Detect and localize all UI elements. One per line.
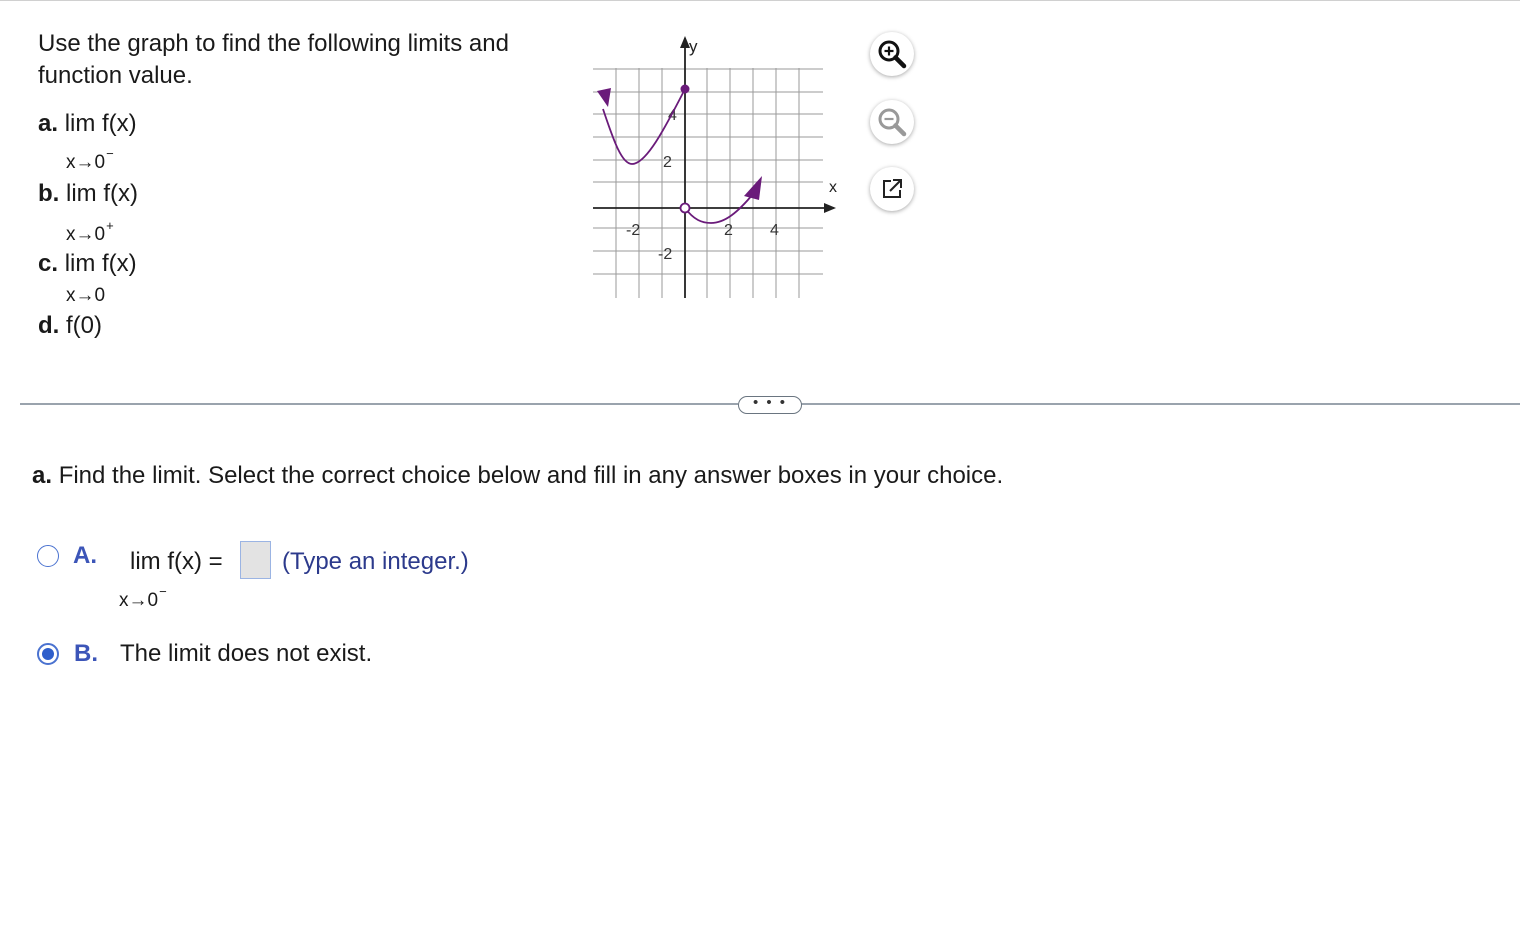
part-b-expr: lim f(x) bbox=[66, 180, 138, 207]
closed-point bbox=[681, 85, 690, 94]
popout-icon bbox=[879, 176, 905, 202]
part-c bbox=[38, 250, 137, 278]
choice-a-subscript bbox=[119, 584, 167, 612]
x-tick-label: -2 bbox=[626, 222, 641, 239]
part-b-subscript bbox=[66, 218, 114, 246]
section-divider bbox=[20, 403, 738, 405]
part-b-sub-text: x→0 bbox=[66, 224, 106, 245]
part-c-sub-text: x→0 bbox=[66, 285, 106, 306]
choice-a-expression: lim f(x) = bbox=[130, 548, 223, 575]
question-text: Find the limit. Select the correct choice below and fill in any answer boxes in your choice. bbox=[58, 462, 1004, 489]
more-button[interactable]: • • • bbox=[738, 396, 802, 414]
choice-a-letter: A. bbox=[73, 542, 97, 569]
graph-axes bbox=[593, 38, 834, 298]
section-divider bbox=[800, 403, 1520, 405]
part-d-letter: d. bbox=[38, 312, 60, 339]
part-a-expr: lim f(x) bbox=[64, 110, 137, 137]
choice-a-sup: − bbox=[159, 584, 167, 599]
part-b bbox=[38, 180, 138, 208]
part-a-sup: − bbox=[106, 146, 114, 161]
problem-intro: Use the graph to find the following limits and function value. bbox=[38, 30, 509, 89]
part-c-subscript bbox=[66, 285, 105, 307]
part-a bbox=[38, 110, 137, 138]
x-tick-label: 2 bbox=[724, 222, 733, 239]
part-a-subscript bbox=[66, 146, 114, 174]
part-b-letter: b. bbox=[38, 180, 60, 207]
zoom-out-icon bbox=[875, 105, 909, 139]
choice-a-hint: (Type an integer.) bbox=[282, 548, 469, 575]
x-tick-label: 4 bbox=[770, 222, 779, 239]
part-d-expr: f(0) bbox=[66, 312, 102, 339]
y-axis-label: y bbox=[689, 37, 698, 56]
zoom-out-button[interactable] bbox=[870, 100, 914, 144]
x-axis-label: x bbox=[829, 179, 837, 196]
zoom-in-button[interactable] bbox=[870, 32, 914, 76]
top-divider bbox=[0, 0, 1520, 1]
y-tick-label: 2 bbox=[663, 154, 672, 171]
y-tick-label: -2 bbox=[658, 246, 673, 263]
part-a-sub-text: x→0 bbox=[66, 152, 106, 173]
popout-button[interactable] bbox=[870, 167, 914, 211]
open-point bbox=[681, 204, 690, 213]
zoom-in-icon bbox=[875, 37, 909, 71]
function-graph bbox=[588, 30, 838, 310]
choice-a-answer-input[interactable] bbox=[240, 541, 271, 579]
choice-a-radio[interactable] bbox=[37, 545, 59, 567]
left-arrowhead bbox=[597, 88, 611, 107]
part-b-sup: + bbox=[106, 218, 114, 233]
part-c-letter: c. bbox=[38, 250, 59, 277]
y-tick-label: 4 bbox=[668, 107, 677, 124]
question-letter: a. bbox=[32, 462, 53, 489]
left-curve bbox=[603, 89, 685, 164]
question-prompt bbox=[32, 462, 1003, 490]
part-c-expr: lim f(x) bbox=[64, 250, 137, 277]
part-d bbox=[38, 312, 102, 340]
choice-b-text: The limit does not exist. bbox=[120, 640, 373, 667]
choice-b-radio[interactable] bbox=[37, 643, 59, 665]
graph-grid bbox=[593, 68, 823, 298]
choice-a-sub-text: x→0 bbox=[119, 590, 159, 611]
part-a-letter: a. bbox=[38, 110, 59, 137]
choice-b-letter: B. bbox=[74, 640, 98, 667]
